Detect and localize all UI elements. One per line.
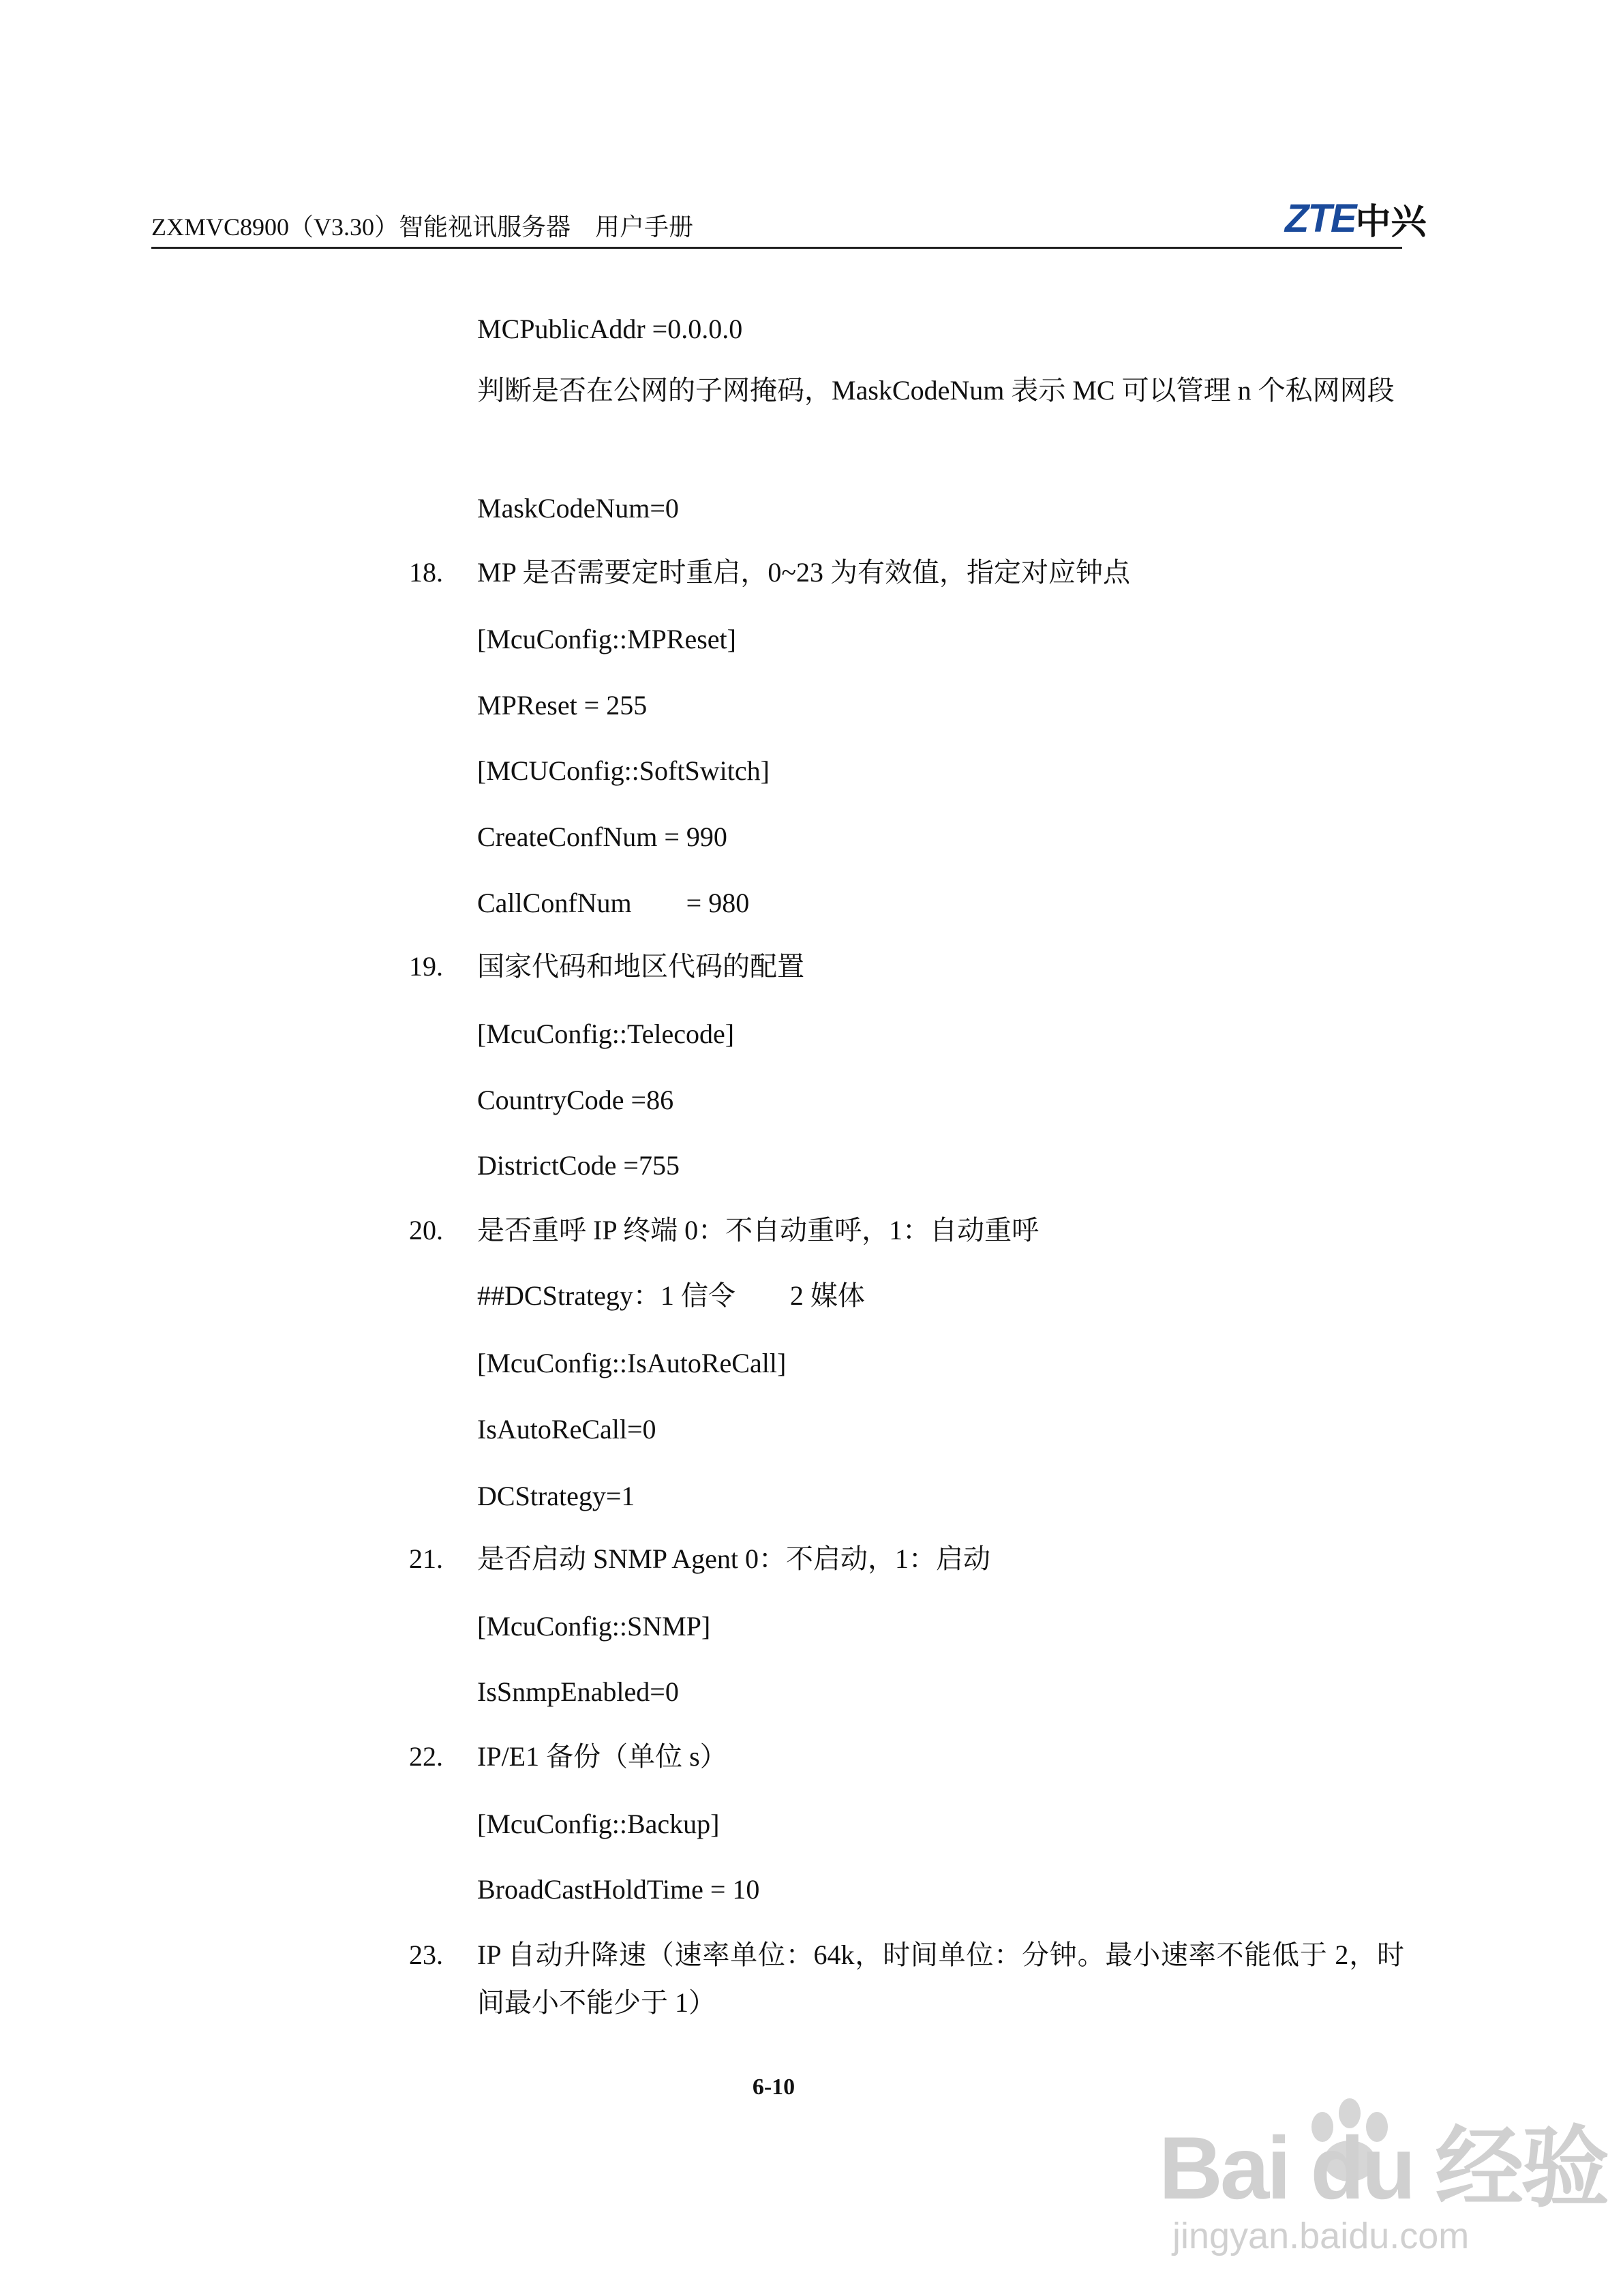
- config-line: DCStrategy=1: [477, 1481, 635, 1511]
- item-number-20: 20.: [409, 1215, 443, 1245]
- config-section: [MCUConfig::SoftSwitch]: [477, 755, 770, 786]
- item-text-20: 是否重呼 IP 终端 0：不自动重呼，1：自动重呼: [477, 1215, 1040, 1245]
- config-section: [McuConfig::Telecode]: [477, 1018, 735, 1049]
- config-line: DistrictCode =755: [477, 1150, 680, 1181]
- config-section: [McuConfig::Backup]: [477, 1809, 720, 1839]
- watermark-url: jingyan.baidu.com: [1172, 2216, 1470, 2256]
- zte-logo: [1285, 196, 1427, 242]
- item-number-19: 19.: [409, 951, 443, 982]
- config-line: CreateConfNum = 990: [477, 821, 727, 852]
- logo-latin: ZTE: [1285, 196, 1356, 241]
- description-paragraph: 判断是否在公网的子网掩码，MaskCodeNum 表示 MC 可以管理 n 个私网网段: [477, 375, 1395, 406]
- config-line: CallConfNum = 980: [477, 888, 750, 918]
- config-section: [McuConfig::MPReset]: [477, 624, 736, 654]
- page-number: 6-10: [752, 2074, 795, 2100]
- item-number-22: 22.: [409, 1741, 443, 1772]
- item-text-21: 是否启动 SNMP Agent 0：不启动，1：启动: [477, 1543, 991, 1574]
- config-line: IsSnmpEnabled=0: [477, 1676, 679, 1707]
- config-section: [McuConfig::SNMP]: [477, 1611, 711, 1642]
- logo-chinese: 中兴: [1355, 202, 1427, 242]
- item-number-23: 23.: [409, 1939, 443, 1970]
- config-line: MaskCodeNum=0: [477, 493, 679, 524]
- config-line: BroadCastHoldTime = 10: [477, 1874, 760, 1905]
- comment-line: ##DCStrategy：1 信令 2 媒体: [477, 1280, 865, 1311]
- document-title: ZXMVC8900（V3.30）智能视讯服务器 用户手册: [151, 213, 694, 241]
- config-section: [McuConfig::IsAutoReCall]: [477, 1348, 787, 1378]
- item-text-18: MP 是否需要定时重启，0~23 为有效值，指定对应钟点: [477, 557, 1130, 588]
- item-text-22: IP/E1 备份（单位 s）: [477, 1741, 727, 1772]
- config-line: MCPublicAddr =0.0.0.0: [477, 314, 743, 344]
- item-number-18: 18.: [409, 557, 443, 588]
- item-text-23: IP 自动升降速（速率单位：64k，时间单位：分钟。最小速率不能低于 2，时间最小不能少于 1）: [477, 1939, 1404, 2018]
- watermark-brand: Bai du 经验: [1159, 2118, 1607, 2218]
- config-line: MPReset = 255: [477, 690, 648, 721]
- config-line: CountryCode =86: [477, 1085, 674, 1115]
- item-number-21: 21.: [409, 1543, 443, 1574]
- header-divider: [151, 247, 1402, 249]
- baidu-watermark: [1159, 2113, 1607, 2256]
- config-line: IsAutoReCall=0: [477, 1414, 656, 1445]
- item-text-19: 国家代码和地区代码的配置: [477, 951, 804, 982]
